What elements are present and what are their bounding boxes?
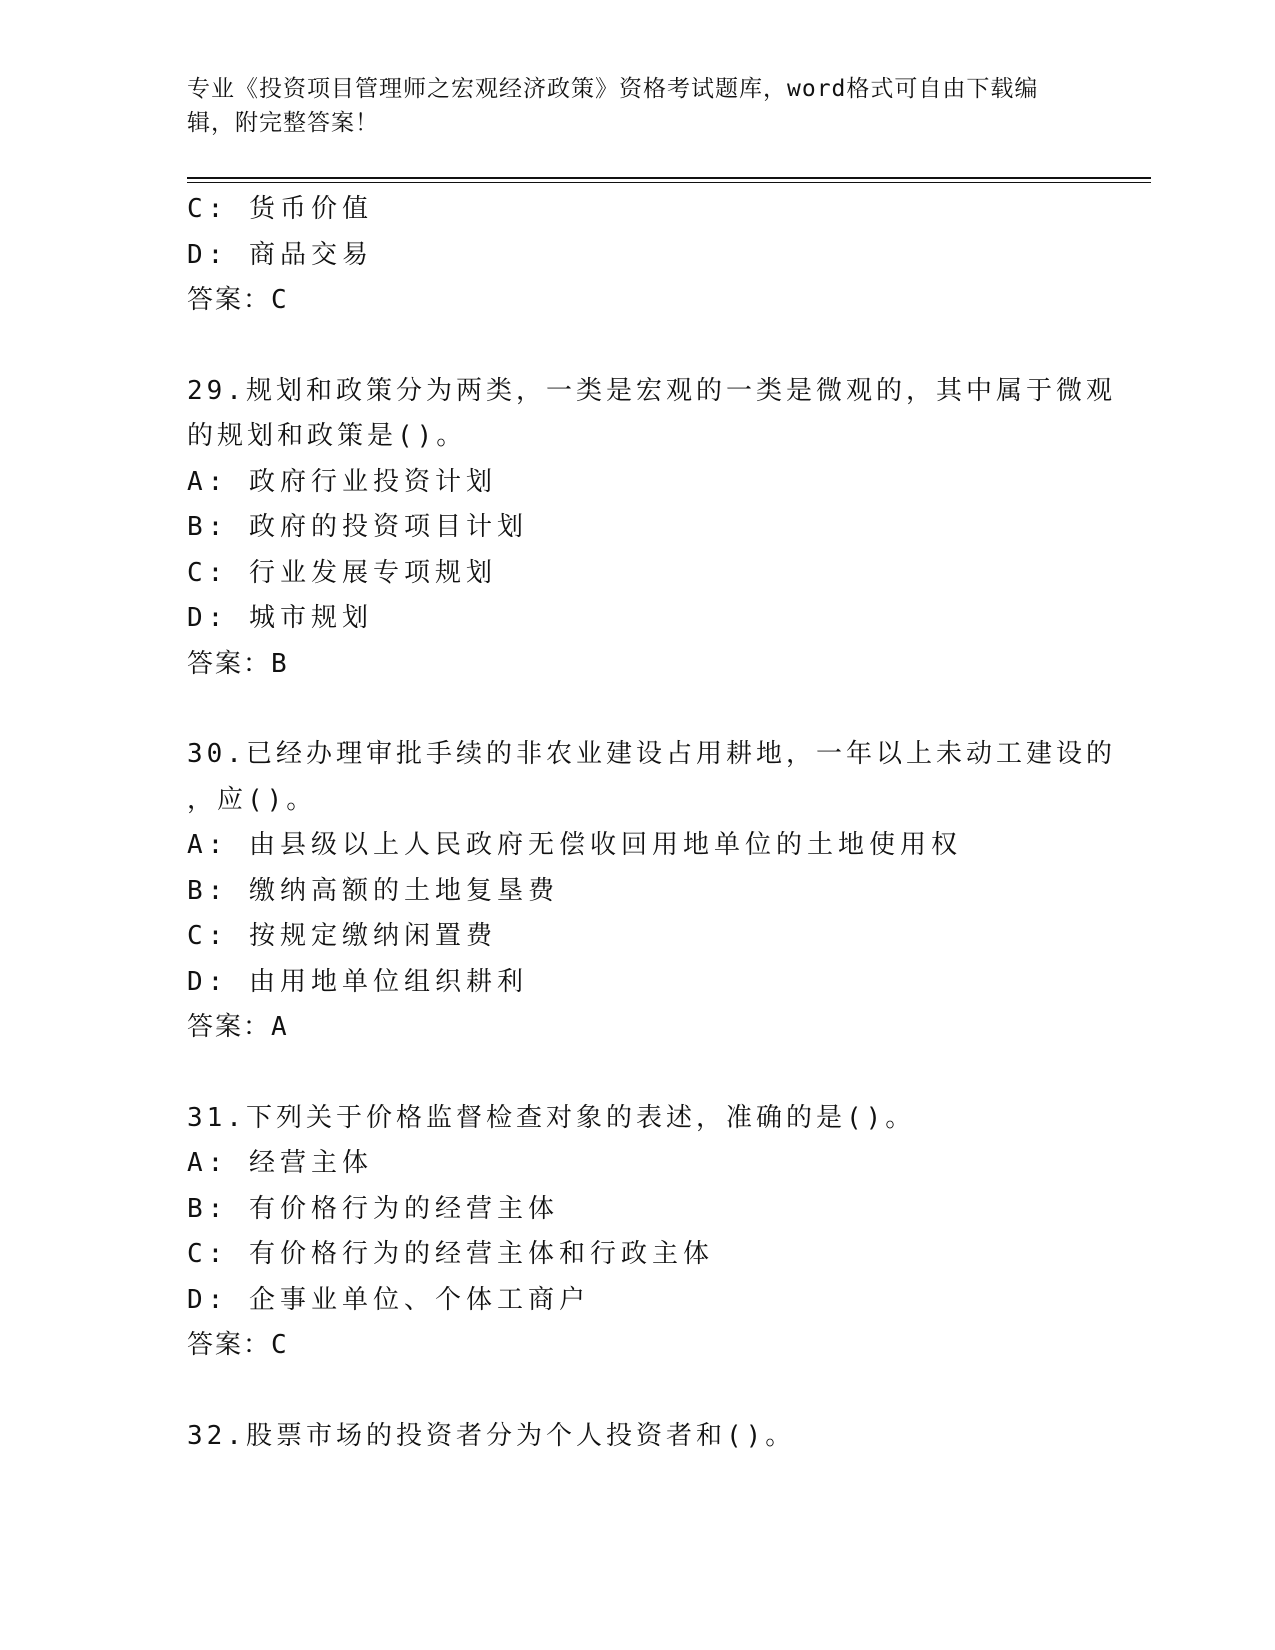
option-c: C: 行业发展专项规划 [187, 557, 497, 588]
option-a: A: 由县级以上人民政府无偿收回用地单位的土地使用权 [187, 830, 962, 860]
question-stem: 29.规划和政策分为两类，一类是宏观的一类是微观的，其中属于微观 [187, 375, 1116, 406]
header-divider [187, 177, 1151, 183]
document-page [187, 0, 1147, 1650]
answer-label: 答案：B [187, 648, 289, 679]
header-title-line-1: 专业《投资项目管理师之宏观经济政策》资格考试题库，word格式可自由下载编 [187, 76, 1039, 102]
answer-label: 答案：A [187, 1012, 289, 1042]
question-stem: 的规划和政策是()。 [187, 421, 467, 451]
option-d: D: 商品交易 [187, 239, 373, 270]
option-b: B: 缴纳高额的土地复垦费 [187, 875, 559, 906]
question-list [187, 187, 1116, 1459]
option-b: B: 有价格行为的经营主体 [187, 1193, 559, 1224]
option-d: D: 企事业单位、个体工商户 [187, 1284, 590, 1315]
option-d: D: 由用地单位组织耕利 [187, 966, 528, 997]
answer-label: 答案：C [187, 1330, 289, 1360]
answer-label: 答案：C [187, 285, 289, 315]
option-c: C: 按规定缴纳闲置费 [187, 921, 497, 951]
option-a: A: 政府行业投资计划 [187, 466, 497, 497]
option-b: B: 政府的投资项目计划 [187, 512, 528, 542]
option-c: C: 有价格行为的经营主体和行政主体 [187, 1239, 714, 1269]
question-stem: 30.已经办理审批手续的非农业建设占用耕地，一年以上未动工建设的 [187, 739, 1116, 769]
header-title-line-2: 辑，附完整答案！ [187, 110, 379, 136]
question-stem: 32.股票市场的投资者分为个人投资者和()。 [187, 1420, 796, 1451]
question-stem: ，应()。 [187, 784, 317, 815]
question-stem: 31.下列关于价格监督检查对象的表述，准确的是()。 [187, 1102, 916, 1133]
option-c: C: 货币价值 [187, 194, 373, 224]
document-header [187, 72, 1067, 140]
option-d: D: 城市规划 [187, 603, 373, 633]
option-a: A: 经营主体 [187, 1148, 373, 1178]
